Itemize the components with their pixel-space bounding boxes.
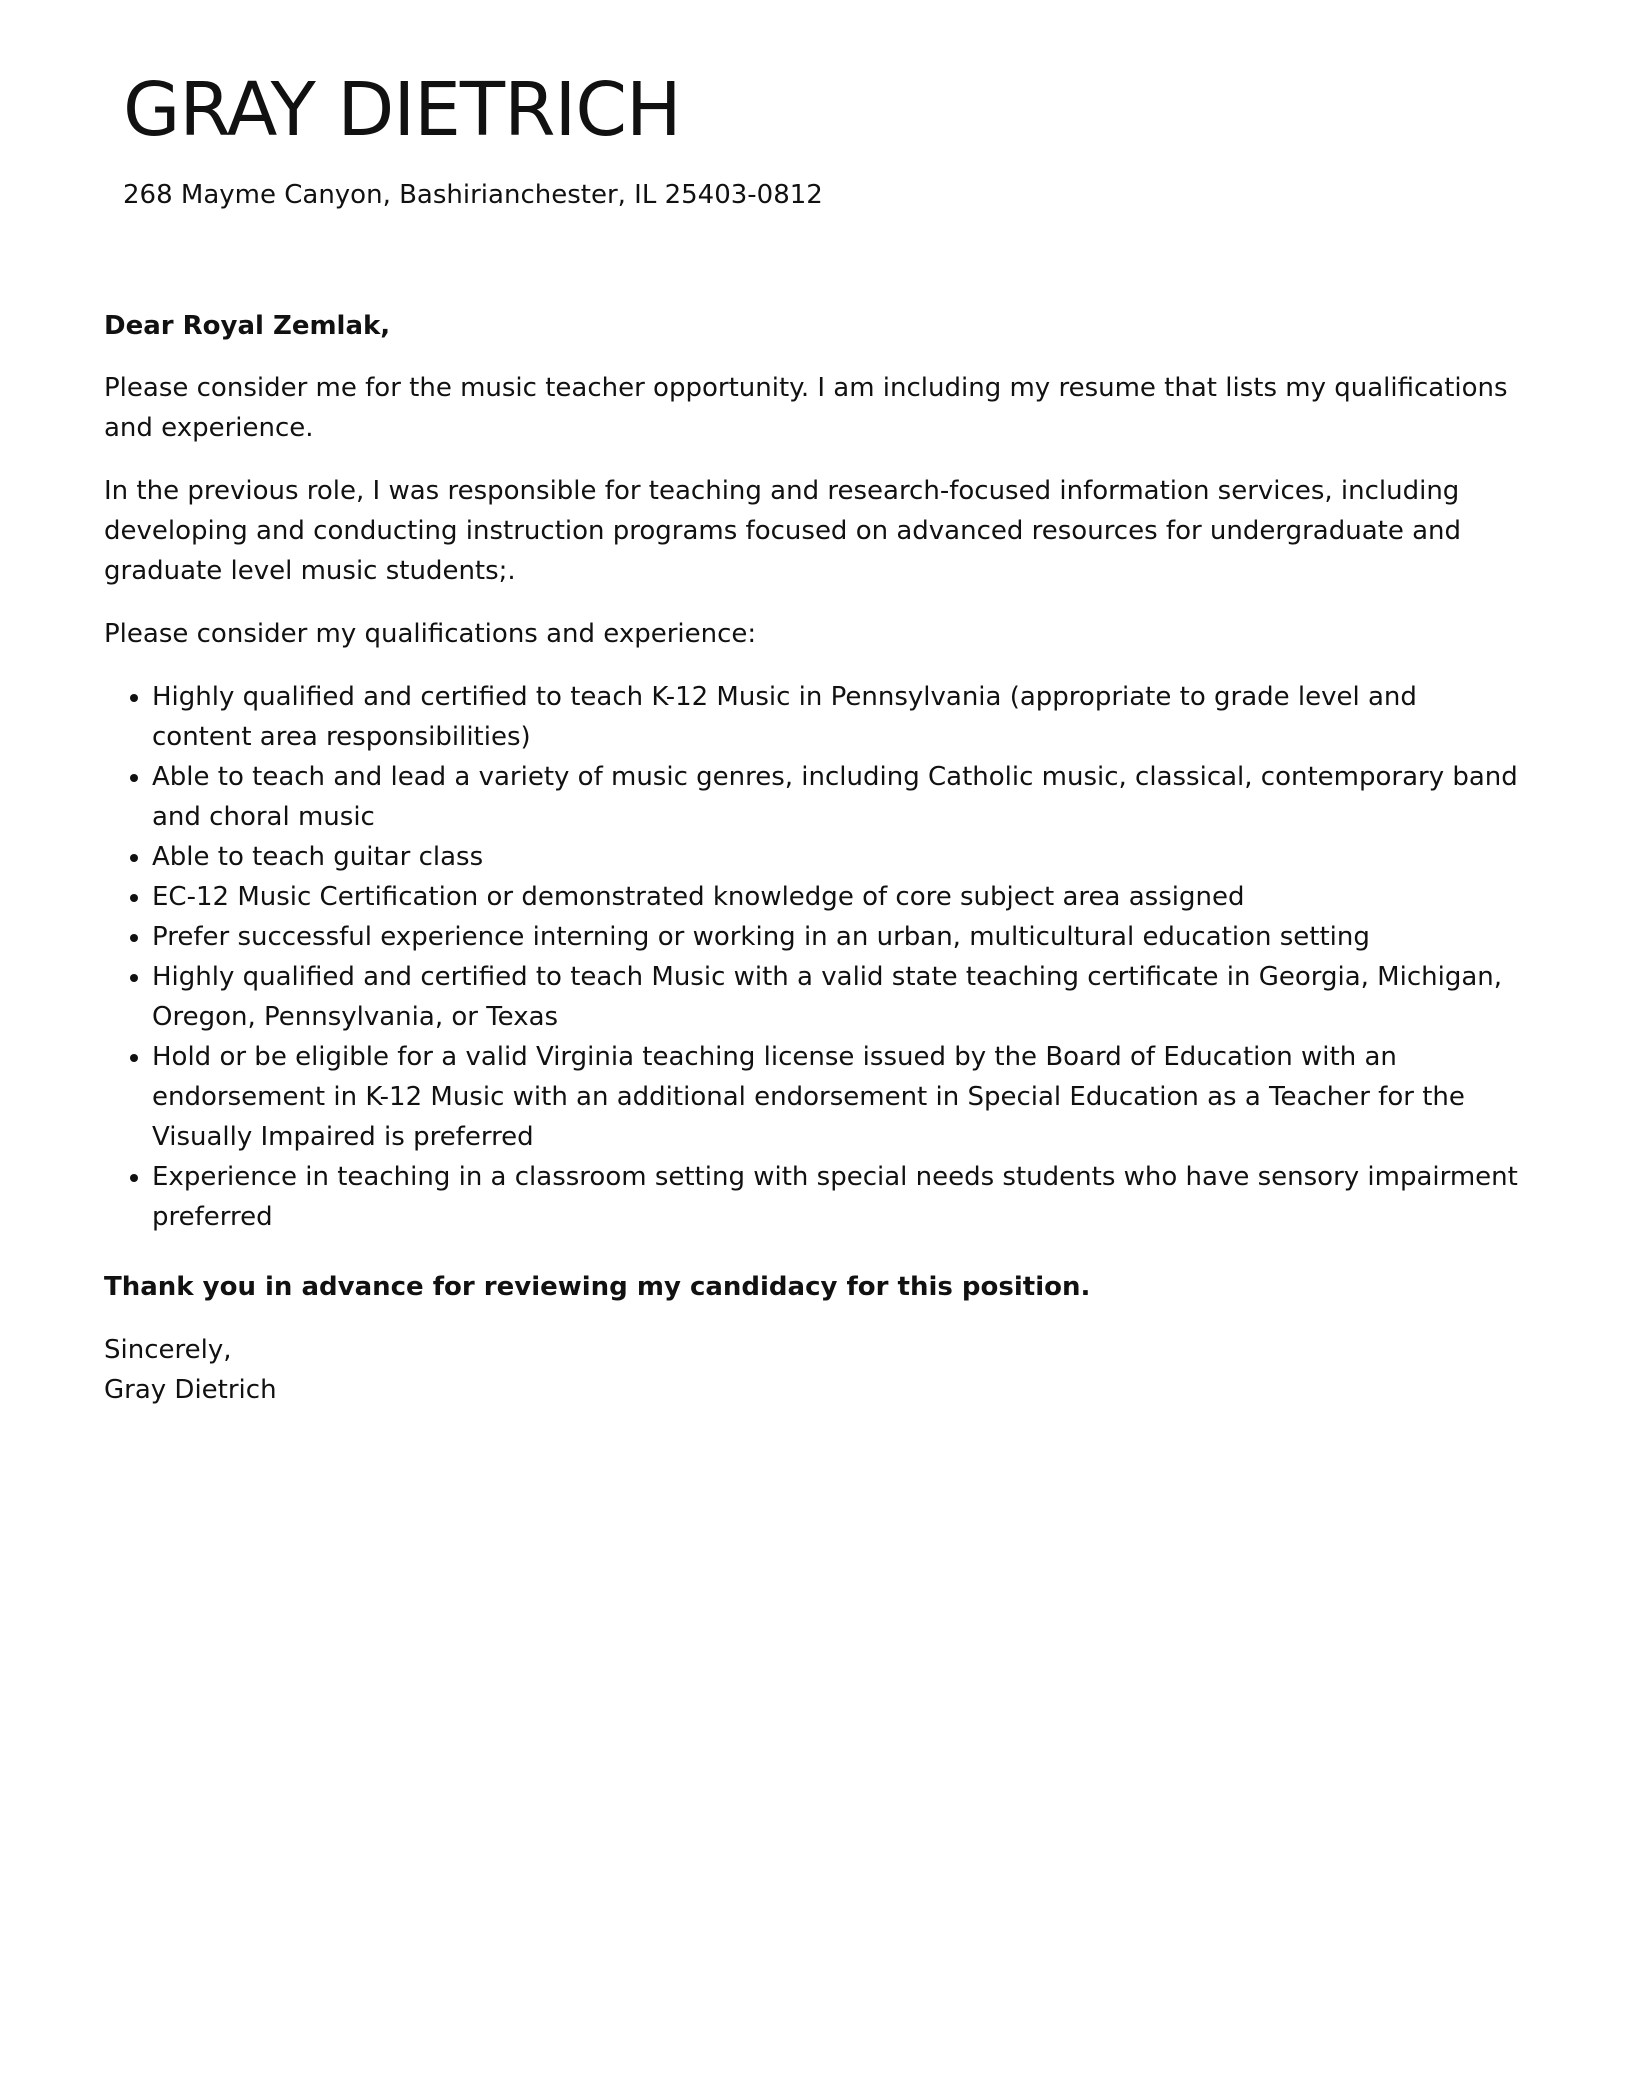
list-item: • Prefer successful experience interning or working in an urban, multicultural education setting (152, 917, 1524, 957)
qualifications-list (104, 677, 1524, 1237)
experience-paragraph: In the previous role, I was responsible for teaching and research-focused information services, including developing and conducting instruction programs focused on advanced resources for undergraduate and graduate level music students;. (104, 476, 1462, 586)
signoff (104, 1330, 1524, 1410)
qualifications-intro: Please consider my qualifications and experience: (104, 619, 757, 649)
salutation: Dear Royal Zemlak, (104, 311, 391, 341)
list-item: • Hold or be eligible for a valid Virginia teaching license issued by the Board of Education with an endorsement in K-12 Music with an additional endorsement in Special Education as a Teacher for the Visually Impaired is preferred (152, 1037, 1524, 1157)
applicant-name: GRAY DIETRICH (123, 67, 681, 153)
list-item: • EC-12 Music Certification or demonstrated knowledge of core subject area assigned (152, 877, 1524, 917)
list-item: • Highly qualified and certified to teach K-12 Music in Pennsylvania (appropriate to grade level and content area responsibilities) (152, 677, 1524, 757)
list-item: • Experience in teaching in a classroom setting with special needs students who have sensory impairment preferred (152, 1157, 1524, 1237)
applicant-address: 268 Mayme Canyon, Bashirianchester, IL 25403-0812 (123, 180, 823, 211)
list-item: • Able to teach guitar class (152, 837, 1524, 877)
list-item: • Able to teach and lead a variety of music genres, including Catholic music, classical, contemporary band and choral music (152, 757, 1524, 837)
thank-you-line: Thank you in advance for reviewing my candidacy for this position. (104, 1272, 1091, 1302)
list-item: • Highly qualified and certified to teach Music with a valid state teaching certificate in Georgia, Michigan, Oregon, Pennsylvania, or Texas (152, 957, 1524, 1037)
intro-paragraph: Please consider me for the music teacher opportunity. I am including my resume that lists my qualifications and experience. (104, 373, 1508, 443)
closing: Sincerely, (104, 1335, 232, 1365)
letter-header (123, 67, 1523, 212)
letter-body (104, 306, 1524, 1410)
signature: Gray Dietrich (104, 1375, 277, 1405)
